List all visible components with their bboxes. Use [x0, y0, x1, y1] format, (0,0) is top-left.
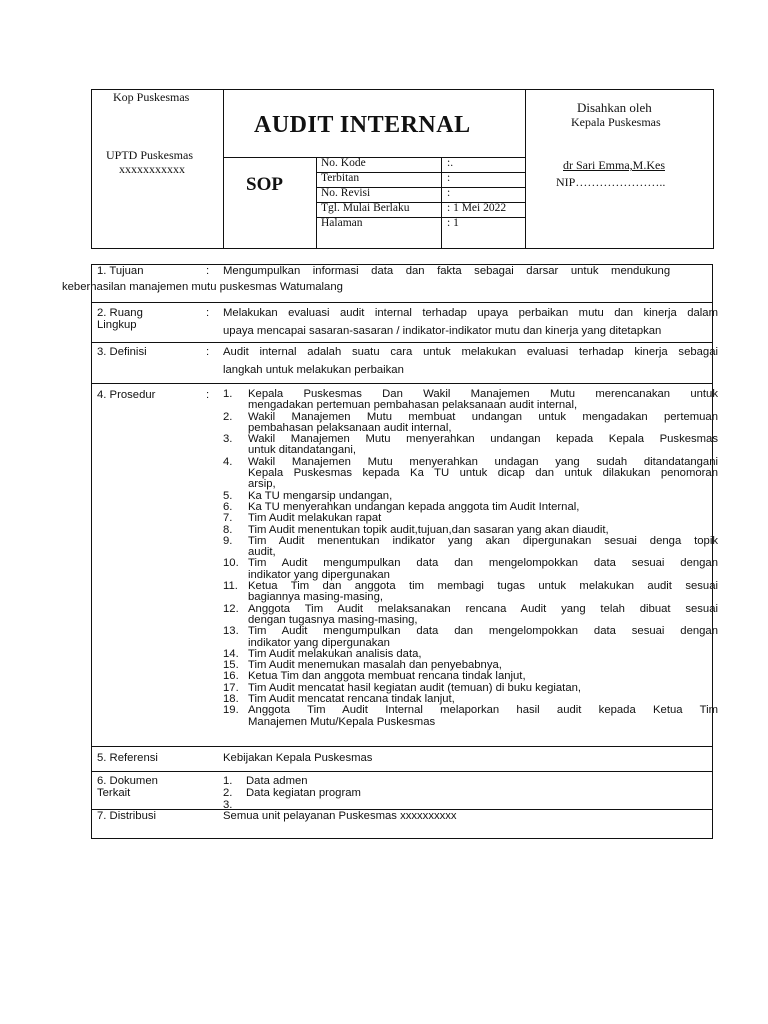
meta-value: : — [447, 172, 451, 184]
procedure-step — [223, 412, 718, 435]
meta-value: : 1 — [447, 217, 459, 229]
row-divider — [91, 302, 713, 303]
procedure-step-line: Ketua Tim dan anggota tim membagi tugas untuk melakukan audit sesuai — [248, 580, 718, 593]
procedure-step-line: Kepala Puskesmas kepada Ka TU untuk dicap dan untuk dilakukan penomoran — [248, 467, 718, 480]
procedure-step-number: 12. — [223, 602, 239, 615]
list-item: 2. Data kegiatan program — [223, 787, 361, 800]
procedure-step-line: Tim Audit melakukan analisis data, — [248, 647, 422, 660]
approval-title: Disahkan oleh — [577, 100, 652, 115]
section-label-definisi: 3. Definisi — [97, 346, 147, 358]
procedure-step-line: bagiannya masing-masing, — [248, 591, 384, 604]
procedure-step-line: untuk ditandatangani, — [248, 444, 357, 457]
section-label-ruang: 2. Ruang — [97, 307, 143, 319]
procedure-step-line: Ka TU menyerahkan undangan kepada anggota tim Audit Internal, — [248, 500, 580, 513]
tujuan-text-line2: keberhasilan manajemen mutu puskesmas Watumalang — [62, 281, 343, 293]
procedure-step-number: 11. — [223, 580, 238, 593]
header-divider-1 — [223, 89, 224, 249]
procedure-step-text — [248, 536, 718, 559]
section-label-terkait: Terkait — [97, 787, 131, 799]
procedure-step — [223, 604, 718, 627]
procedure-step-number: 5. — [223, 489, 233, 502]
procedure-step-line: Tim Audit menemukan masalah dan penyebabnya, — [248, 659, 502, 672]
uptd-name-placeholder: xxxxxxxxxxx — [119, 162, 185, 176]
procedure-step-number: 8. — [223, 523, 233, 536]
procedure-step — [223, 457, 718, 491]
procedure-step-number: 19. — [223, 704, 239, 717]
kop-puskesmas: Kop Puskesmas — [113, 90, 190, 104]
procedure-step-line: Anggota Tim Audit melaksanakan rencana Audit yang telah dibuat sesuai — [248, 602, 718, 615]
procedure-step-number: 13. — [223, 625, 239, 638]
procedure-step — [223, 536, 718, 559]
uptd-puskesmas: UPTD Puskesmas — [106, 148, 194, 162]
procedure-step-number: 14. — [223, 647, 239, 660]
meta-label: No. Kode — [321, 157, 366, 169]
procedure-step-number: 15. — [223, 659, 239, 672]
procedure-step-line: Tim Audit mencatat hasil kegiatan audit (temuan) di buku kegiatan, — [248, 681, 582, 694]
meta-mid-border — [441, 157, 442, 249]
procedure-step-line: dengan tugasnya masing-masing, — [248, 613, 418, 626]
meta-label: Terbitan — [321, 172, 360, 184]
procedure-step — [223, 389, 718, 412]
procedure-step-line: Tim Audit menentukan topik audit,tujuan,dan sasaran yang akan diaudit, — [248, 523, 609, 536]
procedure-step — [223, 434, 718, 457]
meta-value: : 1 Mei 2022 — [447, 202, 507, 214]
signer-nip: NIP………………….. — [556, 175, 666, 189]
procedure-step-number: 10. — [223, 557, 239, 570]
body-border-left — [91, 264, 92, 839]
procedure-step-line: Wakil Manajemen Mutu menyerahkan undagan yang sudah ditandatangani — [248, 455, 718, 468]
section-label-prosedur: 4. Prosedur — [97, 389, 156, 401]
signer-name: dr Sari Emma,M.Kes — [563, 158, 665, 172]
document-title: AUDIT INTERNAL — [254, 112, 471, 138]
procedure-step-text — [248, 434, 718, 457]
procedure-step-text — [248, 604, 718, 627]
procedure-step-line: indikator yang dipergunakan — [248, 636, 390, 649]
meta-value: : — [447, 187, 451, 199]
procedure-step — [223, 558, 718, 581]
procedure-step — [223, 581, 718, 604]
procedure-step-text — [248, 558, 718, 581]
header-border-bottom — [91, 248, 714, 249]
procedure-step-line: Manajemen Mutu/Kepala Puskesmas — [248, 715, 436, 728]
definisi-text-line1: Audit internal adalah suatu cara untuk melakukan evaluasi terhadap kinerja sebagai — [223, 346, 718, 358]
procedure-step-number: 4. — [223, 455, 233, 468]
procedure-step-number: 2. — [223, 410, 233, 423]
procedure-step-line: Tim Audit menentukan indikator yang akan dipergunakan sesuai denga topik — [248, 534, 718, 547]
procedure-step-text — [248, 513, 718, 524]
procedure-step-line: Anggota Tim Audit Internal melaporkan hasil audit kepada Ketua Tim — [248, 704, 718, 717]
tujuan-text-line1: Mengumpulkan informasi data dan fakta sebagai darsar untuk mendukung — [223, 265, 671, 277]
row-divider — [91, 342, 713, 343]
ruang-text-line1: Melakukan evaluasi audit internal terhadap upaya perbaikan mutu dan kinerja dalam — [223, 307, 718, 319]
procedure-list — [223, 389, 718, 728]
procedure-step-line: Tim Audit mengumpulkan data dan mengelompokkan data sesuai dengan — [248, 625, 718, 638]
section-label-dokumen: 6. Dokumen — [97, 775, 158, 787]
header-border-left — [91, 89, 92, 249]
procedure-step-number: 3. — [223, 433, 233, 446]
title-row-divider — [223, 157, 526, 158]
procedure-step — [223, 513, 718, 524]
procedure-step-line: Kepala Puskesmas Dan Wakil Manajemen Mutu merencanakan untuk — [248, 388, 718, 400]
sop-label: SOP — [246, 174, 283, 195]
body-border-bottom — [91, 838, 713, 839]
procedure-step-line: Ketua Tim dan anggota membuat rencana tindak lanjut, — [248, 670, 526, 683]
section-label-lingkup: Lingkup — [97, 319, 137, 331]
procedure-step-line: Wakil Manajemen Mutu membuat undangan untuk mengadakan pertemuan — [248, 410, 718, 423]
procedure-step-text — [248, 705, 718, 728]
procedure-step-text — [248, 389, 718, 412]
section-colon: : — [206, 307, 210, 319]
row-divider — [91, 771, 713, 772]
procedure-step-number: 18. — [223, 693, 239, 706]
procedure-step-line: Tim Audit melakukan rapat — [248, 512, 382, 525]
procedure-step-text — [248, 626, 718, 649]
definisi-text-line2: langkah untuk melakukan perbaikan — [223, 364, 404, 376]
procedure-step-line: arsip, — [248, 478, 276, 491]
procedure-step — [223, 705, 718, 728]
meta-label: No. Revisi — [321, 187, 371, 199]
procedure-step-line: Ka TU mengarsip undangan, — [248, 489, 393, 502]
header-divider-2 — [525, 89, 526, 249]
section-colon: : — [206, 389, 210, 401]
procedure-step-line: mengadakan pertemuan pembahasan pelaksanaan audit internal, — [248, 399, 578, 412]
procedure-step-line: Wakil Manajemen Mutu menyerahkan undangan kepada Kepala Puskesmas — [248, 433, 718, 446]
approval-role: Kepala Puskesmas — [571, 115, 661, 129]
procedure-step-line: pembahasan pelaksanaan audit internal, — [248, 421, 452, 434]
section-label-tujuan: 1. Tujuan — [97, 265, 144, 277]
list-item: 1. Data admen — [223, 775, 308, 787]
procedure-step-number: 9. — [223, 534, 233, 547]
meta-left-border — [316, 157, 317, 249]
meta-label: Halaman — [321, 217, 363, 229]
procedure-step-number: 7. — [223, 512, 233, 525]
header-border-right — [713, 89, 714, 249]
procedure-step-text — [248, 412, 718, 435]
distribusi-text: Semua unit pelayanan Puskesmas xxxxxxxxxx — [223, 810, 457, 822]
procedure-step-number: 16. — [223, 670, 239, 683]
procedure-step — [223, 626, 718, 649]
meta-value: :. — [447, 157, 454, 169]
procedure-step-number: 6. — [223, 500, 233, 513]
procedure-step-number: 1. — [223, 388, 233, 400]
procedure-step-text — [248, 581, 718, 604]
procedure-step-line: Tim Audit mencatat rencana tindak lanjut, — [248, 693, 455, 706]
section-colon: : — [206, 265, 210, 277]
procedure-step-number: 17. — [223, 681, 239, 694]
list-item: 3. — [223, 799, 233, 812]
procedure-step-line: audit, — [248, 546, 276, 559]
procedure-step-text — [248, 457, 718, 491]
meta-label: Tgl. Mulai Berlaku — [321, 202, 410, 214]
procedure-step-line: indikator yang dipergunakan — [248, 568, 390, 581]
procedure-step-line: Tim Audit mengumpulkan data dan mengelompokkan data sesuai dengan — [248, 557, 718, 570]
dokumen-list — [223, 775, 361, 812]
ruang-text-line2: upaya mencapai sasaran-sasaran / indikator-indikator mutu dan kinerja yang ditetapkan — [223, 325, 662, 337]
row-divider — [91, 746, 713, 747]
referensi-text: Kebijakan Kepala Puskesmas — [223, 752, 373, 764]
section-colon: : — [206, 346, 210, 358]
row-divider — [91, 383, 713, 384]
section-label-distribusi: 7. Distribusi — [97, 810, 157, 822]
section-label-referensi: 5. Referensi — [97, 752, 158, 764]
